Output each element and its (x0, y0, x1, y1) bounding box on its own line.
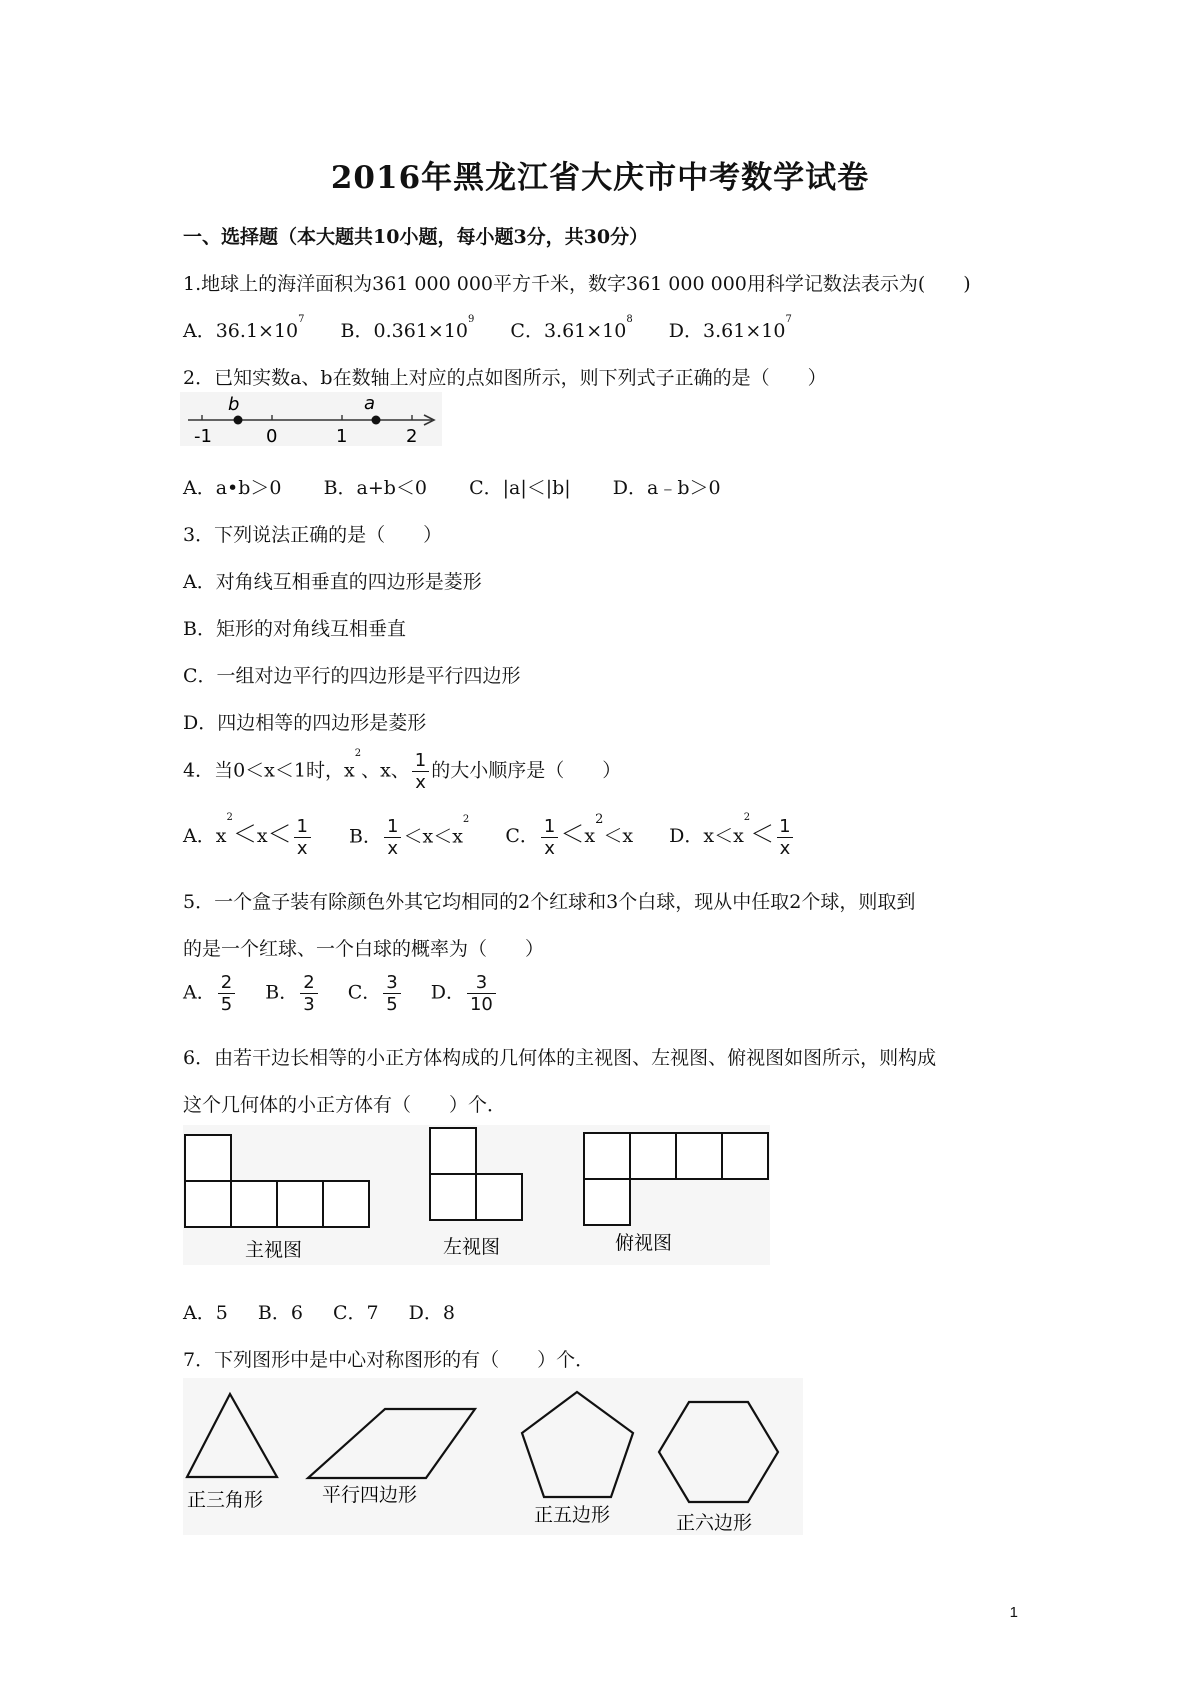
q5-option-a-label: A． (183, 981, 216, 1004)
q5-option-d[interactable] (431, 972, 498, 1015)
q1-option-d-text: D．3.61×10 (668, 320, 786, 342)
section-heading: 一、选择题（本大题共10小题，每小题3分，共30分） (183, 226, 649, 248)
q4-option-a-text: A．x (183, 825, 227, 847)
q5-options (183, 972, 528, 1015)
q6-option-d[interactable]: D．8 (408, 1302, 455, 1324)
fraction-denominator: x (294, 837, 311, 859)
q4-option-c-x2: x (622, 825, 634, 847)
q4-stem-suffix: 的大小顺序是（ ） (431, 759, 622, 782)
number-line-figure (180, 392, 442, 446)
triangle-caption: 正三角形 (187, 1489, 264, 1511)
q1-stem: 1.地球上的海洋面积为361 000 000平方千米，数字361 000 000用科学记数法表示为( ) (183, 273, 971, 295)
page-number: 1 (1009, 1604, 1018, 1621)
q4-stem-prefix: 4．当0＜x＜1时，x (183, 759, 355, 782)
q5-option-d-label: D． (430, 981, 465, 1004)
q5-option-b-fraction (300, 972, 317, 1015)
tick-label: 2 (406, 426, 418, 446)
q4-stem-fraction (412, 750, 429, 793)
q4-option-b-exp: 2 (462, 813, 470, 825)
q2-option-d[interactable]: D．a﹣b＞0 (612, 477, 721, 499)
fraction-denominator: 5 (383, 993, 400, 1015)
fraction-denominator: 5 (218, 993, 235, 1015)
fraction-numerator: 1 (296, 815, 308, 837)
q1-option-a-exp: 7 (298, 314, 305, 325)
tick-label: 0 (266, 426, 278, 446)
q1-option-c[interactable] (510, 316, 632, 343)
q4-option-a-fraction (294, 816, 311, 859)
fraction-denominator: x (777, 837, 794, 859)
q1-option-b-exp: 9 (468, 314, 475, 325)
fraction-numerator: 2 (303, 972, 315, 993)
q6-stem-line1: 6．由若干边长相等的小正方体构成的几何体的主视图、左视图、俯视图如图所示，则构成 (183, 1047, 937, 1069)
q4-option-b-x2: x (452, 825, 463, 847)
q4-option-a[interactable] (183, 814, 313, 859)
fraction-numerator: 1 (387, 815, 399, 837)
fraction-numerator: 1 (414, 750, 427, 771)
q4-option-b[interactable] (349, 813, 470, 859)
q1-option-d-exp: 7 (785, 314, 792, 325)
q1-option-d[interactable] (669, 316, 792, 343)
q3-option-a[interactable]: A．对角线互相垂直的四边形是菱形 (183, 571, 482, 593)
point-a-label: a (364, 393, 376, 414)
q1-option-a[interactable] (183, 316, 305, 343)
q5-stem-line2: 的是一个红球、一个白球的概率为（ ） (183, 938, 545, 960)
fraction-denominator: 3 (300, 993, 317, 1015)
q4-option-d-exp: 2 (743, 812, 751, 823)
fraction-numerator: 3 (386, 972, 398, 993)
q2-options (183, 473, 751, 500)
tick-label: -1 (194, 426, 212, 446)
q2-option-c[interactable]: C．|a|＜|b| (469, 477, 571, 499)
q4-option-b-fraction (384, 816, 401, 859)
q4-option-a-lt2: ＜ (267, 820, 292, 848)
q3-option-d[interactable]: D．四边相等的四边形是菱形 (183, 712, 427, 734)
q7-stem: 7．下列图形中是中心对称图形的有（ ）个． (183, 1349, 595, 1371)
q4-option-c-lt2: ＜ (603, 825, 623, 847)
q3-stem: 3．下列说法正确的是（ ） (183, 524, 443, 546)
q4-option-d-fraction (776, 816, 793, 859)
q1-option-c-text: C．3.61×10 (510, 320, 627, 342)
exam-title: 2016年黑龙江省大庆市中考数学试卷 (330, 160, 870, 196)
q4-option-a-x: x (256, 825, 268, 847)
fraction-numerator: 1 (543, 815, 556, 837)
q4-option-a-lt: ＜ (232, 820, 257, 848)
q5-option-c-label: C． (347, 981, 382, 1004)
q4-option-c-text: C． (505, 825, 539, 847)
point-b-dot (234, 416, 243, 425)
q4-option-c-lt: ＜ (560, 820, 585, 848)
q4-option-a-exp: 2 (226, 812, 233, 823)
q4-option-b-lt2: ＜ (433, 825, 453, 847)
q5-option-a[interactable] (183, 972, 237, 1015)
shapes-figure (183, 1378, 803, 1535)
q1-option-a-text: A．36.1×10 (183, 320, 299, 342)
three-views-figure (183, 1125, 770, 1265)
q5-option-c[interactable] (348, 972, 403, 1015)
fraction-numerator: 3 (475, 972, 488, 993)
q4-option-c-exp: 2 (595, 812, 604, 827)
q4-stem (183, 750, 621, 793)
q4-option-d-lt: ＜ (750, 820, 775, 848)
point-b-label: b (228, 394, 240, 415)
front-view-caption: 主视图 (245, 1239, 303, 1261)
q4-option-c[interactable] (505, 814, 633, 859)
q1-option-c-exp: 8 (626, 314, 633, 325)
q4-stem-mid: 、x、 (361, 759, 410, 782)
q4-option-c-x: x (584, 825, 596, 847)
q5-option-d-fraction (467, 972, 496, 1015)
fraction-denominator: x (541, 837, 558, 859)
hexagon-caption: 正六边形 (676, 1512, 753, 1534)
q3-option-c[interactable]: C．一组对边平行的四边形是平行四边形 (183, 665, 521, 687)
fraction-denominator: x (412, 771, 429, 793)
pentagon-caption: 正五边形 (534, 1504, 611, 1526)
q4-option-d-text: D．x＜x (669, 825, 744, 847)
q6-option-a[interactable]: A．5 (183, 1302, 228, 1324)
q4-option-b-x: x (422, 825, 434, 847)
number-line-background (180, 392, 442, 446)
parallelogram-caption: 平行四边形 (322, 1484, 418, 1506)
q4-stem-exp: 2 (354, 748, 362, 759)
q6-option-c[interactable]: C．7 (332, 1302, 379, 1324)
q5-option-b[interactable] (265, 972, 319, 1015)
tick-label: 1 (336, 426, 348, 446)
q5-stem-line1: 5．一个盒子装有除颜色外其它均相同的2个红球和3个白球，现从中任取2个球，则取到 (183, 891, 916, 913)
fraction-denominator: 10 (467, 993, 496, 1015)
q4-options (183, 814, 826, 859)
q6-option-b[interactable]: B．6 (257, 1302, 303, 1324)
q6-stem-line2: 这个几何体的小正方体有（ ）个． (183, 1094, 507, 1116)
q2-stem: 2．已知实数a、b在数轴上对应的点如图所示，则下列式子正确的是（ ） (183, 367, 827, 389)
q6-options (183, 1298, 485, 1325)
q1-option-b[interactable] (341, 316, 475, 343)
q5-option-b-label: B． (265, 981, 299, 1004)
fraction-denominator: x (384, 837, 401, 859)
q4-option-b-lt: ＜ (403, 825, 423, 847)
fraction-numerator: 1 (779, 815, 791, 837)
q1-option-b-text: B．0.361×10 (340, 320, 468, 342)
top-view-caption: 俯视图 (615, 1232, 673, 1254)
q4-option-b-text: B． (349, 825, 382, 847)
point-a-dot (372, 416, 381, 425)
q5-option-c-fraction (383, 972, 400, 1015)
q4-option-d[interactable] (669, 814, 796, 859)
fraction-numerator: 2 (220, 972, 233, 993)
q5-option-a-fraction (218, 972, 235, 1015)
q1-options (183, 316, 822, 343)
left-view-caption: 左视图 (443, 1236, 501, 1258)
q2-option-a[interactable]: A．a•b＞0 (183, 477, 282, 499)
q4-option-c-fraction (541, 816, 558, 859)
q3-option-b[interactable]: B．矩形的对角线互相垂直 (183, 618, 406, 640)
q2-option-b[interactable]: B．a+b＜0 (323, 477, 428, 499)
